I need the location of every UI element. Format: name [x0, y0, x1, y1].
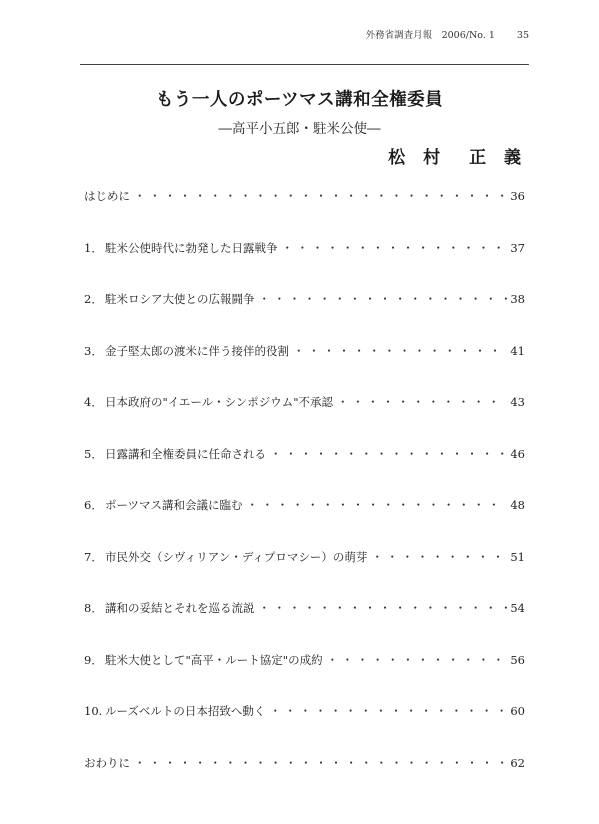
toc-entry-number: 3．	[84, 343, 103, 358]
toc-dot-leader	[243, 497, 509, 513]
toc-entry-page: 37	[510, 240, 525, 255]
toc-dot-leader	[289, 343, 508, 359]
toc-entry-label: はじめに	[84, 189, 130, 203]
toc-entry-4[interactable]	[84, 386, 525, 438]
article-title: もう一人のポーツマス講和全権委員	[155, 90, 444, 110]
toc-dot-leader	[265, 703, 508, 719]
toc-dot-leader	[266, 446, 508, 462]
toc-entry-number: 5．	[84, 446, 103, 461]
toc-entry-page: 38	[510, 292, 525, 306]
toc-entry-page: 43	[510, 395, 525, 409]
toc-entry-8[interactable]	[84, 592, 525, 644]
toc-entry-page: 48	[510, 498, 525, 512]
toc-entry-page: 60	[510, 704, 525, 718]
toc-entry-page: 51	[510, 549, 525, 564]
toc-entry-5[interactable]	[84, 438, 525, 490]
toc-entry-number: 7．	[84, 549, 103, 564]
toc-dot-leader	[130, 188, 508, 204]
toc-entry-introduction[interactable]	[84, 180, 525, 232]
toc-entry-page: 56	[510, 652, 525, 667]
toc-entry-page: 54	[510, 601, 525, 615]
toc-entry-10[interactable]	[84, 695, 525, 747]
toc-entry-page: 62	[510, 755, 525, 770]
toc-entry-number: 8．	[84, 601, 103, 615]
toc-dot-leader	[333, 394, 508, 410]
toc-entry-label: 金子堅太郎の渡米に伴う接伴的役割	[105, 343, 289, 358]
author-name: 松 村 正 義	[388, 148, 527, 168]
toc-dot-leader	[255, 291, 509, 307]
toc-entry-9[interactable]	[84, 644, 525, 696]
toc-entry-label: おわりに	[84, 755, 130, 770]
toc-entry-conclusion[interactable]	[84, 747, 525, 799]
page-number: 35	[516, 30, 529, 41]
toc-entry-number: 6．	[84, 498, 103, 512]
toc-entry-label: ポーツマス講和会議に臨む	[105, 498, 243, 512]
toc-dot-leader	[323, 652, 509, 668]
toc-entry-label: 駐米大使として"高平・ルート協定"の成約	[105, 652, 323, 667]
toc-entry-6[interactable]	[84, 489, 525, 541]
toc-entry-label: 市民外交（シヴィリアン・ディプロマシー）の萌芽	[105, 549, 368, 564]
toc-dot-leader	[130, 755, 508, 771]
toc-entry-number: 9．	[84, 652, 103, 667]
toc-entry-label: 駐米ロシア大使との広報闘争	[105, 292, 255, 306]
toc-entry-label: 日本政府の"イエール・シンポジウム"不承認	[105, 395, 333, 409]
toc-entry-label: 日露講和全権委員に任命される	[105, 446, 266, 461]
toc-entry-label: 講和の妥結とそれを巡る流説	[105, 601, 255, 615]
header-divider	[80, 64, 529, 65]
running-header	[366, 27, 529, 41]
toc-entry-1[interactable]	[84, 232, 525, 284]
toc-entry-number: 10.	[84, 704, 103, 718]
toc-entry-number: 4．	[84, 395, 103, 409]
toc-entry-number: 1．	[84, 240, 103, 255]
toc-dot-leader	[278, 240, 509, 256]
journal-name: 外務省調査月報 2006/No. 1	[365, 30, 495, 41]
toc-entry-label: ルーズベルトの日本招致へ動く	[105, 704, 266, 718]
toc-entry-7[interactable]	[84, 541, 525, 593]
toc-entry-page: 46	[510, 446, 525, 461]
toc-dot-leader	[367, 549, 508, 565]
toc-entry-page: 41	[510, 343, 525, 358]
toc-entry-page: 36	[510, 189, 525, 203]
table-of-contents	[84, 180, 525, 798]
toc-dot-leader	[255, 600, 509, 616]
toc-entry-2[interactable]	[84, 283, 525, 335]
toc-entry-label: 駐米公使時代に勃発した日露戦争	[105, 240, 278, 255]
article-subtitle: ―高平小五郎・駐米公使―	[218, 121, 381, 137]
toc-entry-3[interactable]	[84, 335, 525, 387]
toc-entry-number: 2．	[84, 292, 103, 306]
